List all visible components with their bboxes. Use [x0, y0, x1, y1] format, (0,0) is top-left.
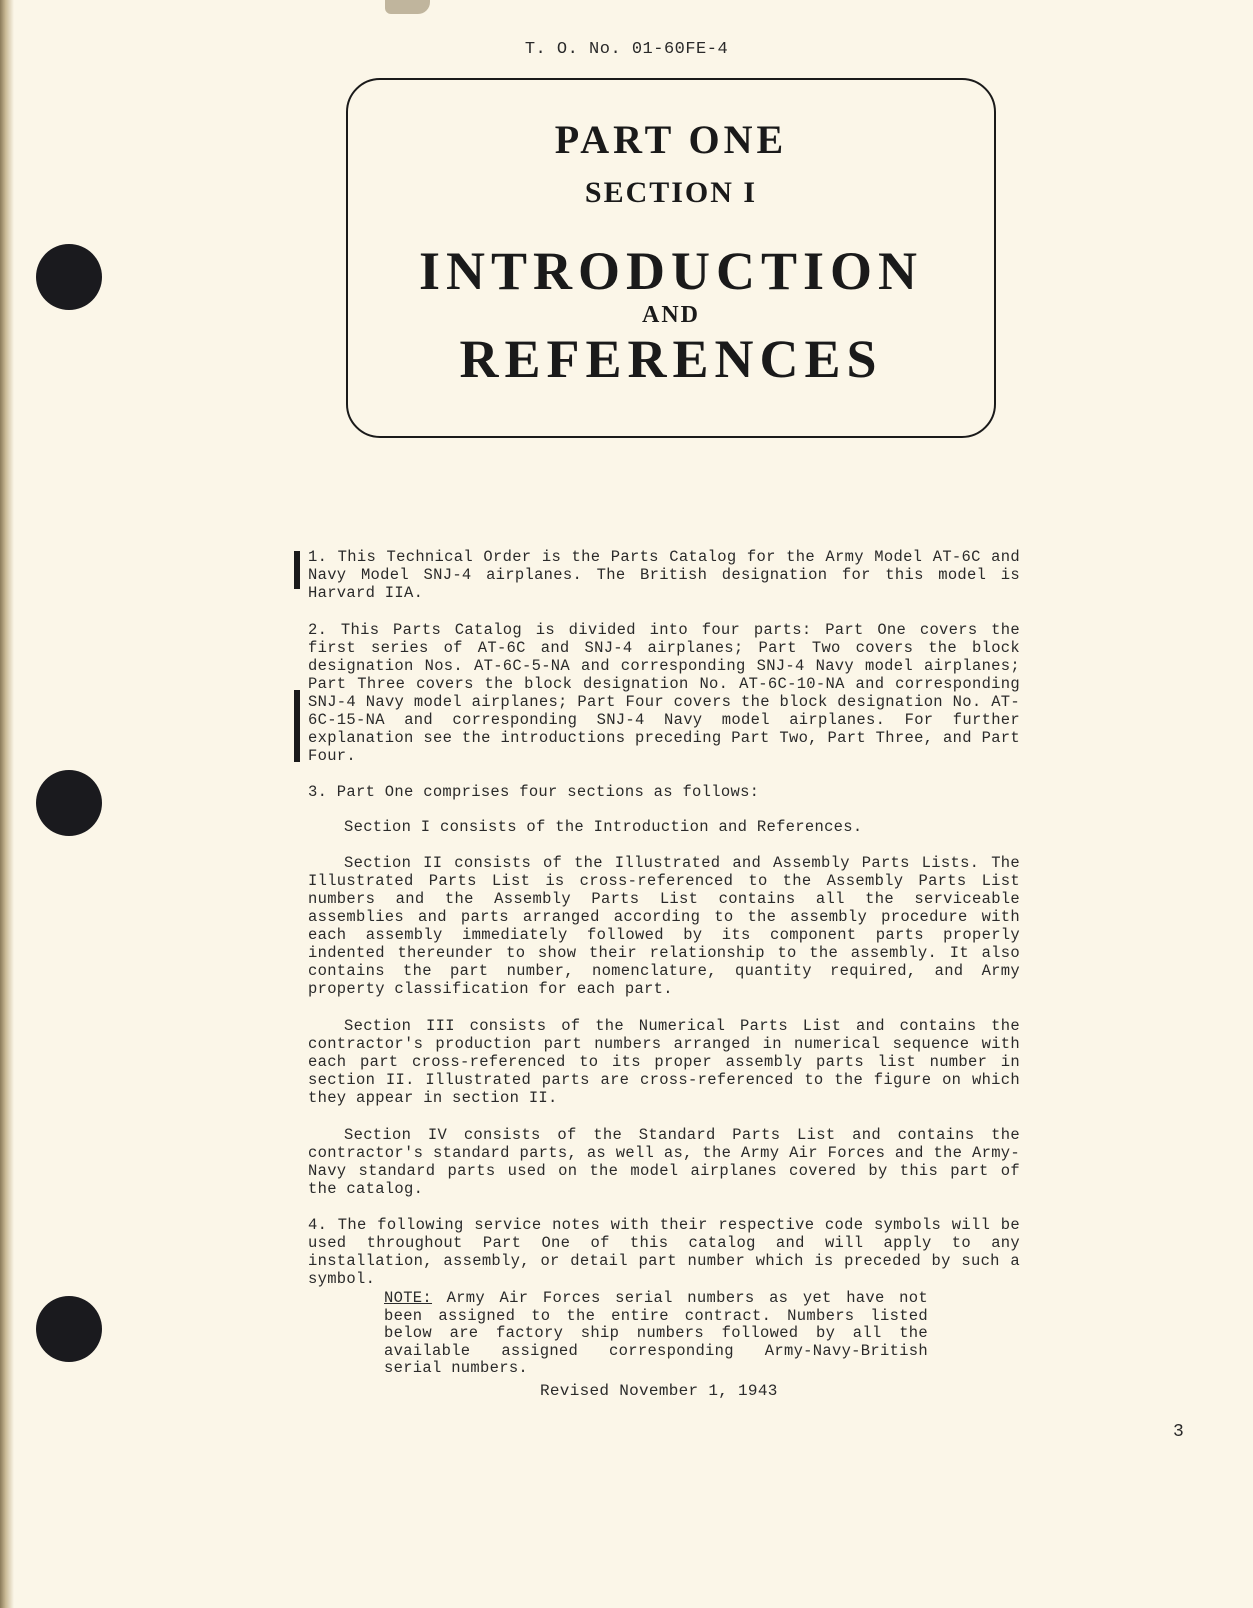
section-2-description: Section II consists of the Illustrated and Assembly Parts Lists. The Illustrated Parts List is cross-referenced to the Assembly Parts List numbers and the Assembly Parts List contains all the serviceable assemblies and parts arranged according to the assembly procedure with each assembly immediately followed by its component parts properly indented thereunder to show their relationship to the assembly. It also contains the part number, nomenclature, quantity required, and Army property classification for each part. [308, 853, 1020, 998]
title-and: AND [642, 302, 700, 328]
page-number: 3 [1173, 1422, 1184, 1442]
note-block [384, 1290, 928, 1378]
document-code: T. O. No. 01-60FE-4 [524, 40, 729, 59]
paragraph-4: 4. The following service notes with their respective code symbols will be used throughout Part One of this catalog and will apply to any installation, assembly, or detail part number which is preceded by such a symbol. [308, 1215, 1020, 1288]
section-heading: SECTION I [584, 176, 758, 209]
section-4-description: Section IV consists of the Standard Parts List and contains the contractor's standard parts, as well as, the Army Air Forces and the Army-Navy standard parts used on the model airplanes covered by this part of the catalog. [308, 1125, 1020, 1198]
section-1-description: Section I consists of the Introduction and References. [344, 817, 863, 836]
note-text: Army Air Forces serial numbers as yet have not been assigned to the entire contract. Numbers listed below are factory ship numbers followed by all the available assigned corresponding Army-Navy-British serial numbers. [384, 1289, 928, 1377]
paragraph-3: 3. Part One comprises four sections as follows: [308, 782, 760, 801]
title-introduction: INTRODUCTION [418, 241, 924, 301]
revision-bar-1 [294, 551, 300, 589]
binder-hole-bottom [36, 1296, 102, 1362]
revision-bar-2 [294, 690, 300, 762]
section-3-description: Section III consists of the Numerical Parts List and contains the contractor's production part numbers arranged in numerical sequence with each part cross-referenced to its proper assembly parts list number in section II. Illustrated parts are cross-referenced to the figure on which they appear in section II. [308, 1016, 1020, 1107]
part-heading: PART ONE [554, 117, 788, 162]
revision-date: Revised November 1, 1943 [540, 1382, 778, 1400]
paper-stain [385, 0, 430, 14]
title-references: REFERENCES [459, 329, 883, 389]
paragraph-1: 1. This Technical Order is the Parts Catalog for the Army Model AT-6C and Navy Model SNJ-4 airplanes. The British designation for this model is Harvard IIA. [308, 547, 1020, 602]
title-box [346, 78, 996, 438]
page-edge-shadow [0, 0, 14, 1608]
binder-hole-middle [36, 770, 102, 836]
paragraph-2: 2. This Parts Catalog is divided into four parts: Part One covers the first series of AT-6C and SNJ-4 airplanes; Part Two covers the block designation Nos. AT-6C-5-NA and corresponding SNJ-4 Navy model airplanes; Part Three covers the block designation No. AT-6C-10-NA and corresponding SNJ-4 Navy model airplanes; Part Four covers the block designation No. AT-6C-15-NA and corresponding SNJ-4 Navy model airplanes. For further explanation see the introductions preceding Part Two, Part Three, and Part Four. [308, 620, 1020, 765]
binder-hole-top [36, 244, 102, 310]
note-label: NOTE: [384, 1289, 433, 1307]
